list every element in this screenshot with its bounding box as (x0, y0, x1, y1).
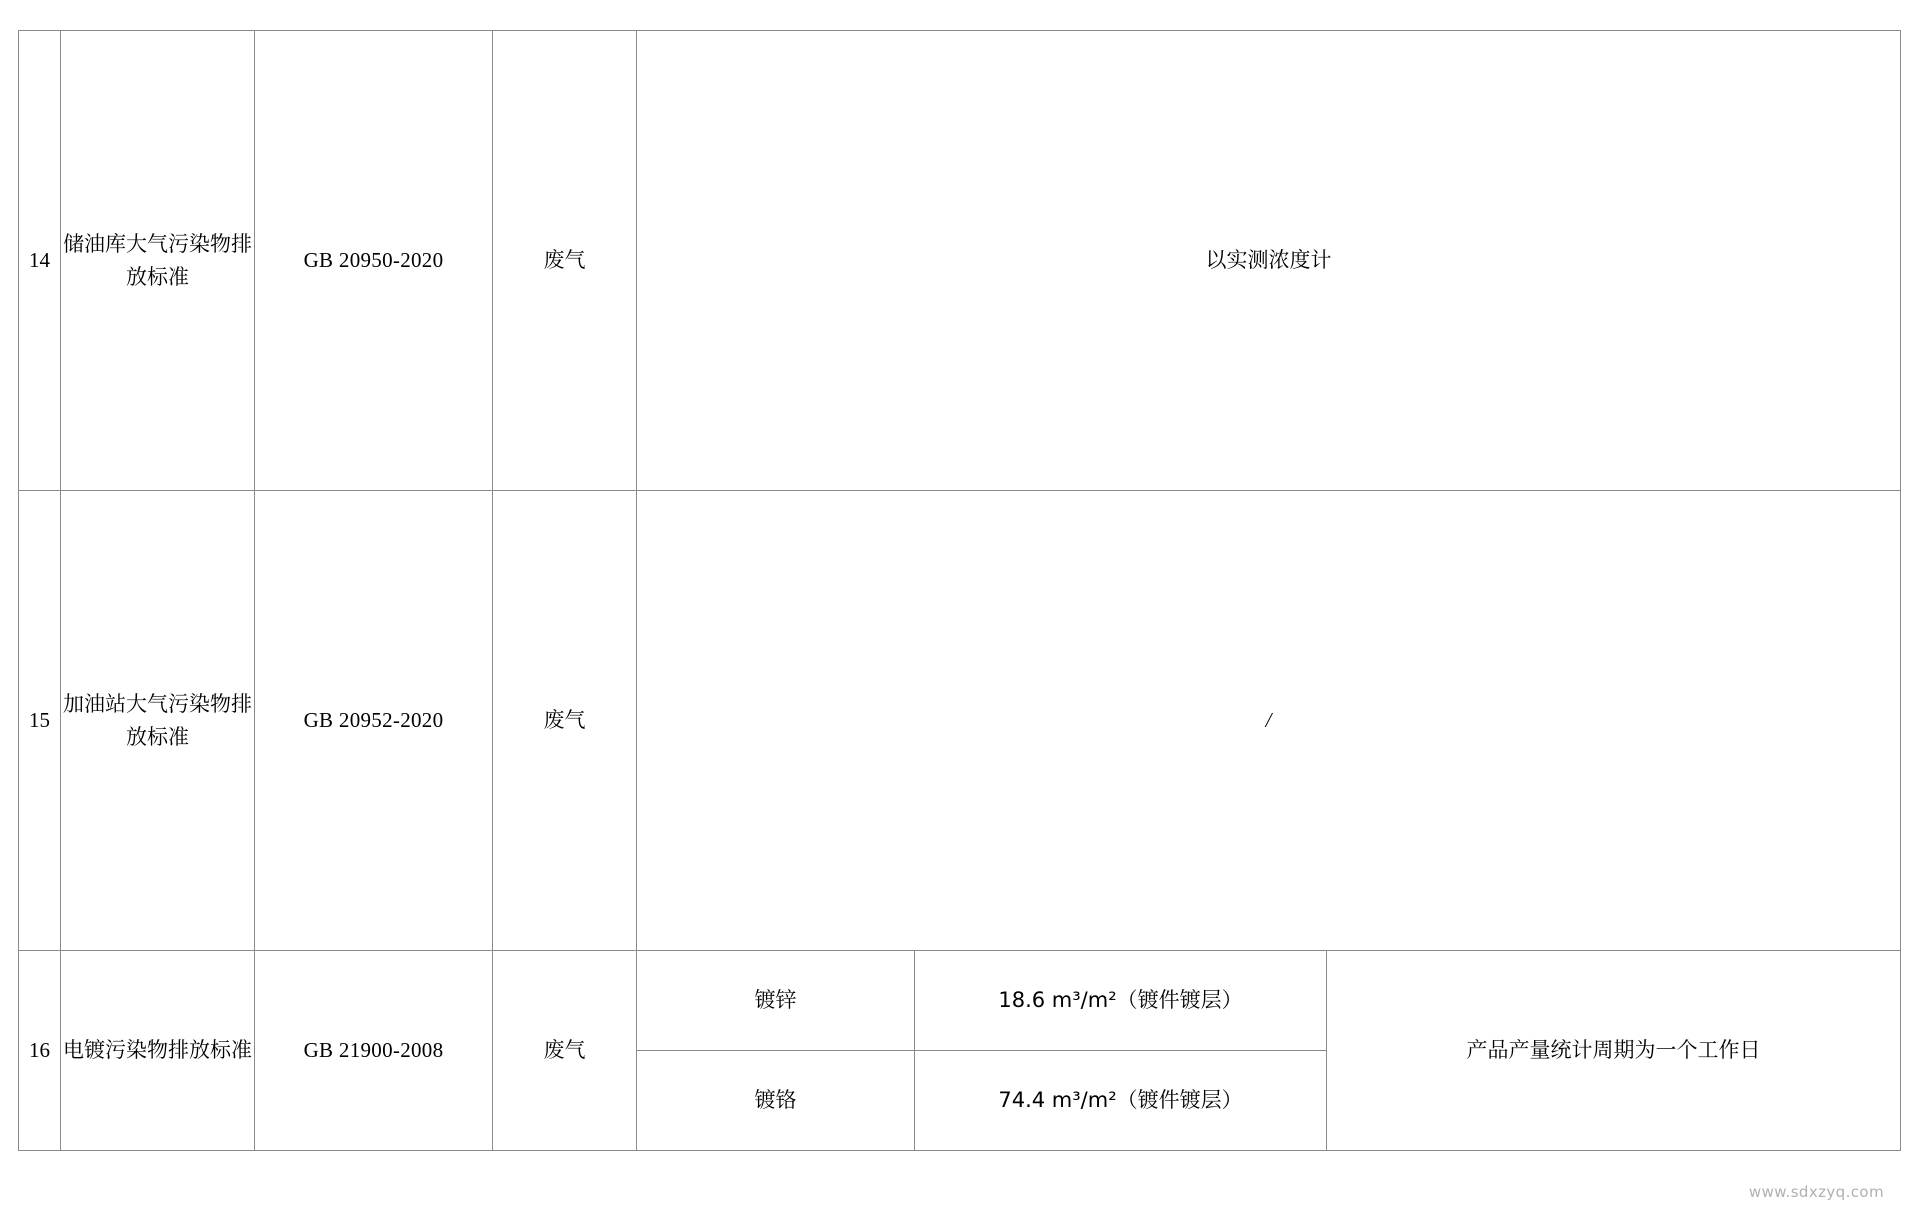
pollutant-type: 废气 (493, 491, 637, 951)
row-merged-note: 以实测浓度计 (637, 31, 1901, 491)
sub-item-label: 镀锌 (637, 951, 915, 1051)
standard-code: GB 21900-2008 (255, 951, 493, 1151)
sub-item-label: 镀铬 (637, 1051, 915, 1151)
pollutant-type: 废气 (493, 31, 637, 491)
sub-item-value: 18.6 m³/m²（镀件镀层） (915, 951, 1327, 1051)
standard-name: 加油站大气污染物排放标准 (61, 491, 255, 951)
sub-item-value: 74.4 m³/m²（镀件镀层） (915, 1051, 1327, 1151)
pollutant-type: 废气 (493, 951, 637, 1151)
row-number: 16 (19, 951, 61, 1151)
table-row (19, 951, 1901, 1051)
row-number: 15 (19, 491, 61, 951)
row-note: 产品产量统计周期为一个工作日 (1327, 951, 1901, 1151)
watermark: www.sdxzyq.com (1748, 1183, 1884, 1201)
table-row (19, 491, 1901, 951)
standard-code: GB 20952-2020 (255, 491, 493, 951)
row-number: 14 (19, 31, 61, 491)
standards-table (18, 30, 1901, 1151)
standard-name: 电镀污染物排放标准 (61, 951, 255, 1151)
standard-name: 储油库大气污染物排放标准 (61, 31, 255, 491)
standard-code: GB 20950-2020 (255, 31, 493, 491)
table-row (19, 31, 1901, 491)
row-merged-note: / (637, 491, 1901, 951)
